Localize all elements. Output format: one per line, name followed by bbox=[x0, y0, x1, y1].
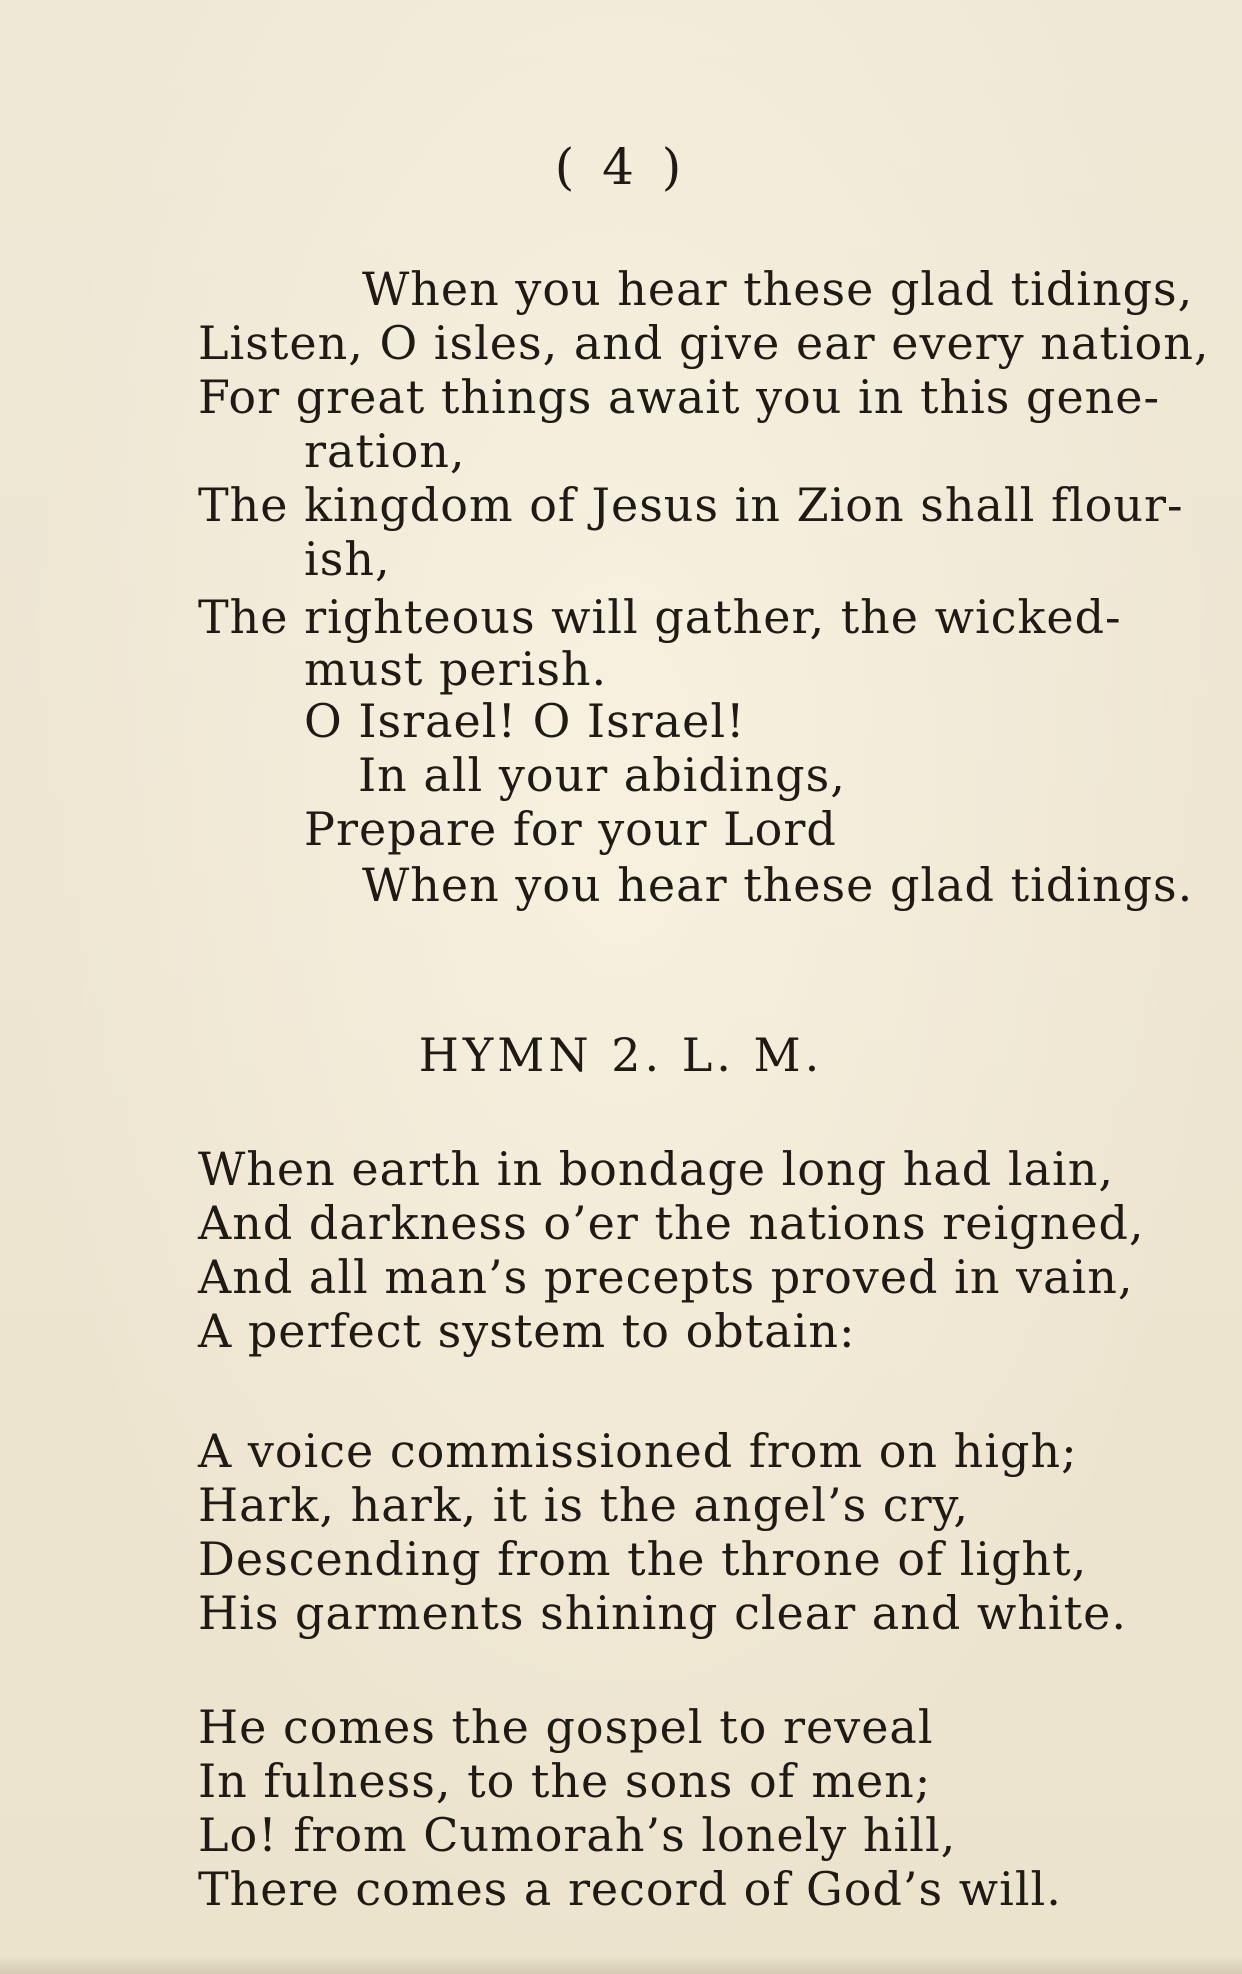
verse-line: And all man’s precepts proved in vain, bbox=[198, 1250, 1134, 1304]
verse-line: In all your abidings, bbox=[358, 748, 846, 802]
verse-line: The kingdom of Jesus in Zion shall flour- bbox=[198, 478, 1184, 532]
verse-line: must perish. bbox=[304, 642, 608, 696]
page-bottom-edge bbox=[0, 1956, 1242, 1974]
verse-line: ration, bbox=[304, 424, 466, 478]
verse-line: His garments shining clear and white. bbox=[198, 1586, 1127, 1640]
verse-line: Hark, hark, it is the angel’s cry, bbox=[198, 1478, 970, 1532]
verse-line: O Israel! O Israel! bbox=[304, 694, 746, 748]
verse-line: Lo! from Cumorah’s lonely hill, bbox=[198, 1808, 957, 1862]
verse-line: Descending from the throne of light, bbox=[198, 1532, 1088, 1586]
verse-line: For great things await you in this gene- bbox=[198, 370, 1161, 424]
verse-line: Listen, O isles, and give ear every nation, bbox=[198, 316, 1210, 370]
verse-line: When you hear these glad tidings, bbox=[362, 262, 1194, 316]
verse-line: There comes a record of God’s will. bbox=[198, 1862, 1062, 1916]
verse-line: Prepare for your Lord bbox=[304, 802, 837, 856]
verse-line: When earth in bondage long had lain, bbox=[198, 1142, 1114, 1196]
page-number: ( 4 ) bbox=[554, 138, 688, 196]
verse-line: He comes the gospel to reveal bbox=[198, 1700, 934, 1754]
verse-line: And darkness o’er the nations reigned, bbox=[198, 1196, 1145, 1250]
verse-line: When you hear these glad tidings. bbox=[362, 858, 1194, 912]
verse-line: A perfect system to obtain: bbox=[198, 1304, 856, 1358]
verse-line: ish, bbox=[304, 532, 391, 586]
verse-line: In fulness, to the sons of men; bbox=[198, 1754, 932, 1808]
hymn-title: HYMN 2. L. M. bbox=[418, 1028, 824, 1082]
verse-line: A voice commissioned from on high; bbox=[198, 1424, 1078, 1478]
verse-line: The righteous will gather, the wicked- bbox=[198, 590, 1122, 644]
